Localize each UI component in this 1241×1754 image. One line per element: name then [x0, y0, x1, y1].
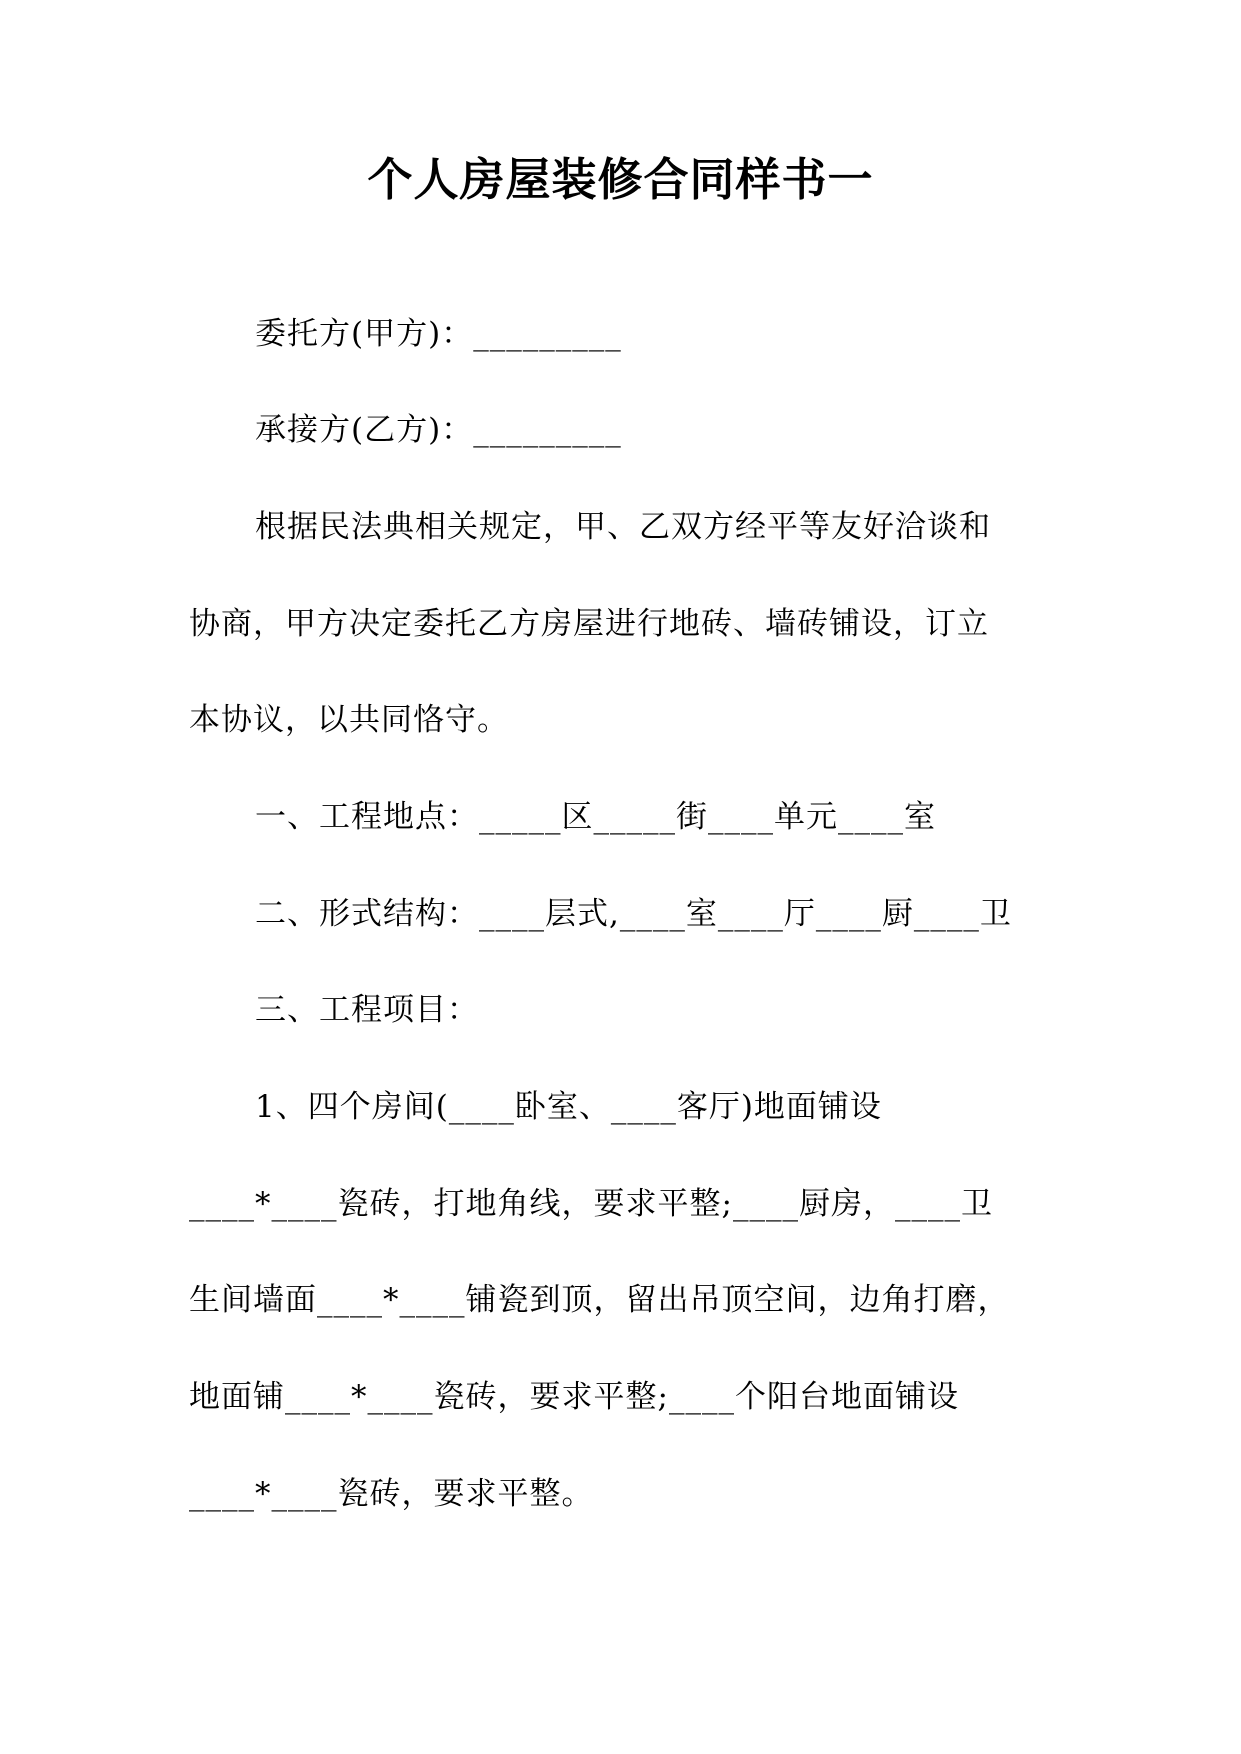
item-1-line-4: 地面铺____*____瓷砖，要求平整;____个阳台地面铺设 [189, 1379, 959, 1415]
clause-project-location: 一、工程地点：_____区_____街____单元____室 [255, 799, 936, 835]
item-1-line-5: ____*____瓷砖，要求平整。 [189, 1476, 594, 1512]
item-1-line-2: ____*____瓷砖，打地角线，要求平整;____厨房，____卫 [189, 1186, 993, 1222]
preamble-line-2: 协商，甲方决定委托乙方房屋进行地砖、墙砖铺设，订立 [189, 606, 989, 642]
item-1-line-1: 1、四个房间(____卧室、____客厅)地面铺设 [255, 1089, 882, 1125]
party-b-line: 承接方(乙方)：_________ [255, 412, 622, 448]
document-title: 个人房屋装修合同样书一 [367, 153, 874, 206]
item-1-line-3: 生间墙面____*____铺瓷到顶，留出吊顶空间，边角打磨， [189, 1282, 1010, 1318]
clause-project-items: 三、工程项目： [255, 992, 479, 1028]
preamble-line-1: 根据民法典相关规定，甲、乙双方经平等友好洽谈和 [255, 509, 991, 545]
party-a-line: 委托方(甲方)：_________ [255, 316, 622, 352]
clause-structure: 二、形式结构：____层式,____室____厅____厨____卫 [255, 896, 1012, 932]
preamble-line-3: 本协议，以共同恪守。 [189, 702, 509, 738]
